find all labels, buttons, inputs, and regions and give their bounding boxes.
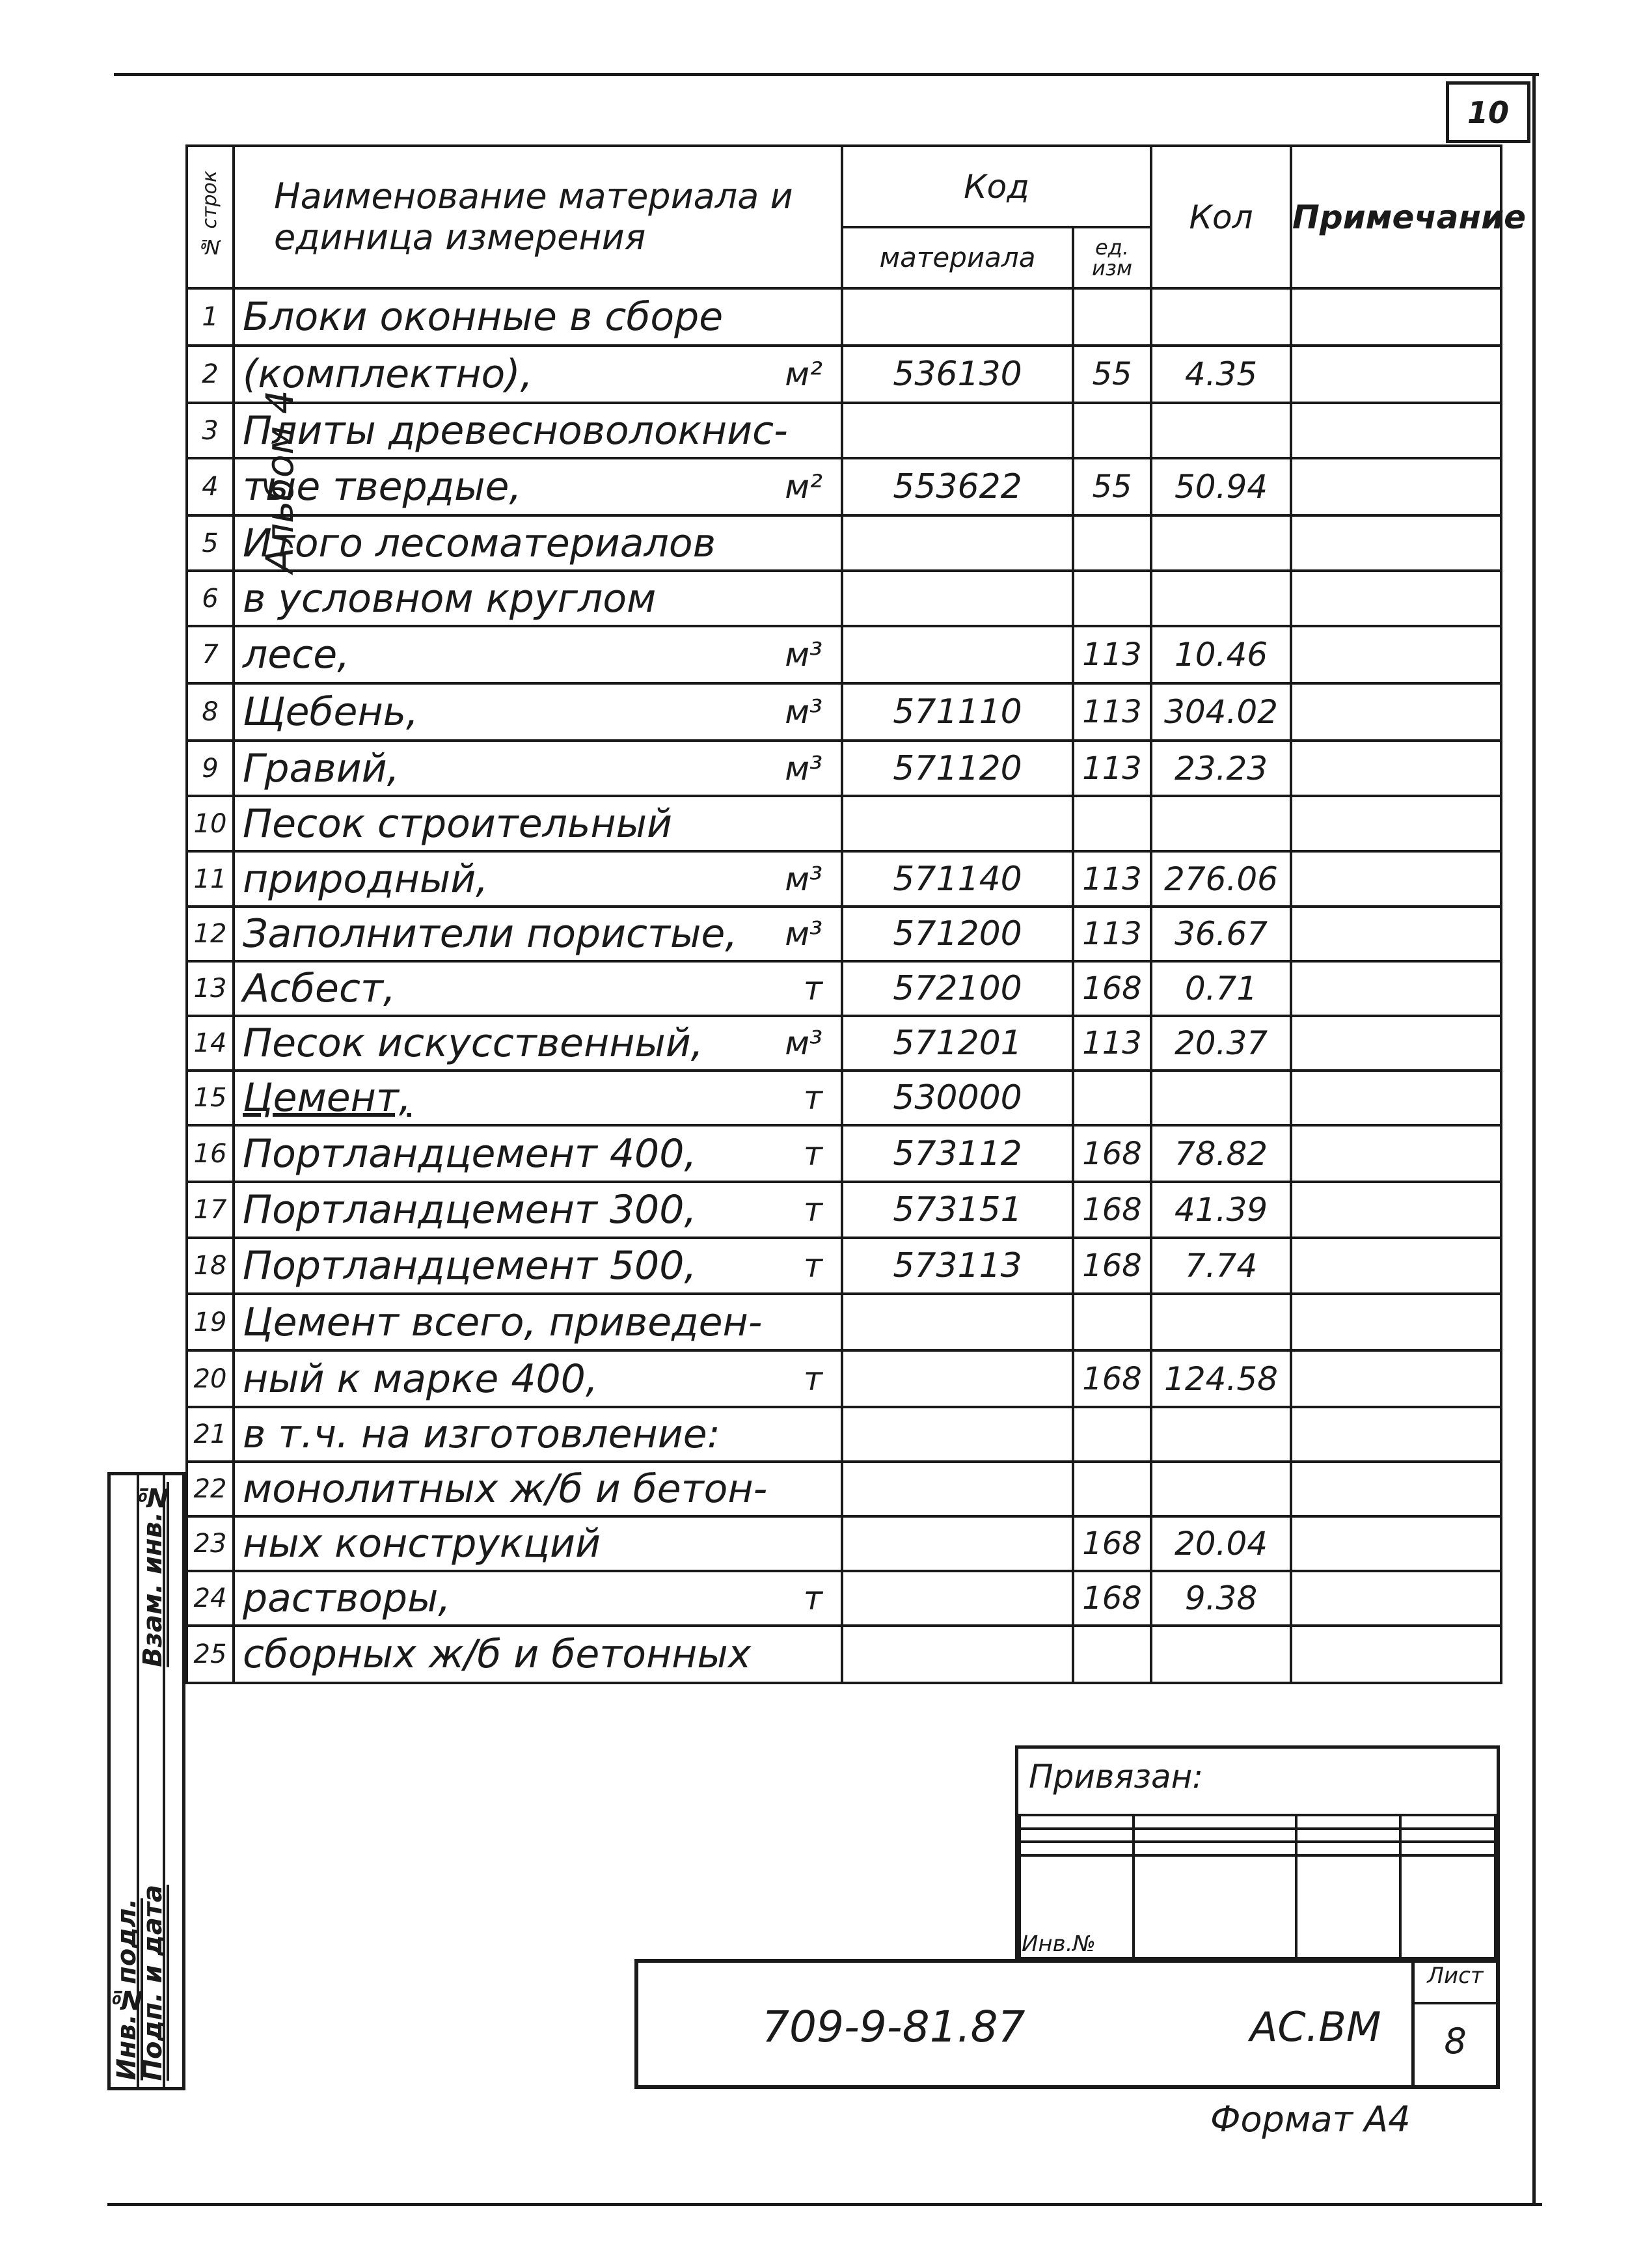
table-row xyxy=(187,851,1501,907)
material-name xyxy=(234,1462,842,1516)
unit-text: т xyxy=(803,1079,822,1117)
side-inv-label: Инв.№подл. xyxy=(112,1898,142,2081)
table-row xyxy=(187,1462,1501,1516)
material-name-text: Щебень, xyxy=(243,689,419,735)
album-label: Альбом 4 xyxy=(258,390,302,573)
table-row xyxy=(187,907,1501,961)
note xyxy=(1291,515,1501,571)
unit-text: т xyxy=(803,1247,822,1285)
material-name xyxy=(234,851,842,907)
quantity xyxy=(1151,1071,1291,1125)
row-number: 12 xyxy=(187,907,234,961)
note xyxy=(1291,907,1501,961)
material-code xyxy=(842,1516,1073,1571)
material-code xyxy=(842,1462,1073,1516)
materials-table xyxy=(185,144,1527,1684)
material-code: 571200 xyxy=(842,907,1073,961)
row-number: 6 xyxy=(187,571,234,626)
material-name xyxy=(234,403,842,458)
table-row xyxy=(187,741,1501,796)
unit-code: 168 xyxy=(1073,1125,1151,1182)
material-name-text: Песок строительный xyxy=(243,800,672,847)
row-number: 19 xyxy=(187,1294,234,1350)
quantity xyxy=(1151,1626,1291,1683)
note xyxy=(1291,1071,1501,1125)
unit-code xyxy=(1073,403,1151,458)
material-code xyxy=(842,403,1073,458)
table-row xyxy=(187,683,1501,741)
table-row xyxy=(187,403,1501,458)
material-name xyxy=(234,571,842,626)
material-name-text: Асбест, xyxy=(243,966,396,1011)
table-row xyxy=(187,1626,1501,1683)
material-code: 573151 xyxy=(842,1182,1073,1238)
material-name xyxy=(234,1626,842,1683)
row-number: 16 xyxy=(187,1125,234,1182)
header-unit-code: ед. изм xyxy=(1073,227,1151,288)
unit-code xyxy=(1073,1071,1151,1125)
row-number: 25 xyxy=(187,1626,234,1683)
unit-text: т xyxy=(803,1359,822,1398)
material-name-text: ный к марке 400, xyxy=(243,1356,598,1402)
material-name xyxy=(234,796,842,851)
unit-text: т xyxy=(803,1191,822,1229)
material-name xyxy=(234,1407,842,1462)
unit-code xyxy=(1073,515,1151,571)
unit-code: 55 xyxy=(1073,346,1151,403)
material-name xyxy=(234,1350,842,1407)
material-code xyxy=(842,796,1073,851)
note xyxy=(1291,403,1501,458)
binding-title: Привязан: xyxy=(1029,1758,1204,1796)
unit-code xyxy=(1073,796,1151,851)
table-row xyxy=(187,288,1501,346)
bottom-rule xyxy=(107,2203,1542,2206)
row-number: 18 xyxy=(187,1238,234,1294)
quantity xyxy=(1151,403,1291,458)
material-name-text: ных конструкций xyxy=(243,1521,601,1566)
note xyxy=(1291,1516,1501,1571)
quantity xyxy=(1151,796,1291,851)
quantity: 124.58 xyxy=(1151,1350,1291,1407)
material-name xyxy=(234,458,842,515)
right-rule xyxy=(1532,73,1536,2204)
row-number: 2 xyxy=(187,346,234,403)
material-name xyxy=(234,1182,842,1238)
material-name-text: Блоки оконные в сборе xyxy=(243,294,724,340)
table-row xyxy=(187,1571,1501,1626)
material-name xyxy=(234,1071,842,1125)
note xyxy=(1291,626,1501,683)
material-code xyxy=(842,1571,1073,1626)
row-number: 24 xyxy=(187,1571,234,1626)
row-number: 7 xyxy=(187,626,234,683)
material-name-text: Песок искусственный, xyxy=(243,1020,703,1066)
material-name xyxy=(234,741,842,796)
material-name-text: (комплектно), xyxy=(243,351,533,397)
material-code: 573112 xyxy=(842,1125,1073,1182)
unit-text: м³ xyxy=(785,915,822,953)
material-name-text: лесе, xyxy=(243,632,350,677)
quantity: 23.23 xyxy=(1151,741,1291,796)
row-number: 17 xyxy=(187,1182,234,1238)
unit-code: 113 xyxy=(1073,851,1151,907)
unit-code: 168 xyxy=(1073,1182,1151,1238)
unit-code xyxy=(1073,1294,1151,1350)
material-name-text: Гравий, xyxy=(243,745,400,791)
quantity: 10.46 xyxy=(1151,626,1291,683)
material-code xyxy=(842,626,1073,683)
table-row xyxy=(187,1407,1501,1462)
material-name-text: Цемент, xyxy=(243,1075,411,1121)
unit-code: 113 xyxy=(1073,1016,1151,1071)
table-row xyxy=(187,961,1501,1016)
note xyxy=(1291,1571,1501,1626)
unit-code xyxy=(1073,1407,1151,1462)
quantity xyxy=(1151,288,1291,346)
table-row xyxy=(187,1016,1501,1071)
table-row xyxy=(187,1182,1501,1238)
material-code: 553622 xyxy=(842,458,1073,515)
unit-text: т xyxy=(803,1134,822,1173)
format-label: Формат А4 xyxy=(1210,2099,1411,2140)
note xyxy=(1291,1626,1501,1683)
note xyxy=(1291,741,1501,796)
header-quantity: Кол xyxy=(1151,146,1291,288)
note xyxy=(1291,1016,1501,1071)
quantity xyxy=(1151,1294,1291,1350)
quantity: 41.39 xyxy=(1151,1182,1291,1238)
unit-code: 168 xyxy=(1073,1350,1151,1407)
material-name xyxy=(234,626,842,683)
material-code: 571120 xyxy=(842,741,1073,796)
header-name: Наименование материала и единица измерения xyxy=(234,146,842,288)
page-number: 10 xyxy=(1446,81,1530,143)
material-name-text: в условном круглом xyxy=(243,575,657,622)
unit-code: 113 xyxy=(1073,683,1151,741)
table-row xyxy=(187,515,1501,571)
material-name-text: в т.ч. на изготовление: xyxy=(243,1412,720,1457)
material-name-text: тые твердые, xyxy=(243,464,522,510)
quantity: 7.74 xyxy=(1151,1238,1291,1294)
unit-text: т xyxy=(803,970,822,1007)
side-stamp xyxy=(107,1472,185,2090)
material-name-text: Итого лесоматериалов xyxy=(243,520,716,566)
side-sign-label: Подп. и дата xyxy=(138,1884,168,2081)
material-code: 573113 xyxy=(842,1238,1073,1294)
quantity: 9.38 xyxy=(1151,1571,1291,1626)
row-number: 5 xyxy=(187,515,234,571)
doc-number: 709-9-81.87 xyxy=(762,2002,1026,2052)
note xyxy=(1291,1238,1501,1294)
material-name xyxy=(234,346,842,403)
sheet-label: Лист xyxy=(1415,1963,1496,2004)
material-name-text: Портландцемент 400, xyxy=(243,1130,697,1177)
note xyxy=(1291,851,1501,907)
note xyxy=(1291,458,1501,515)
unit-text: м² xyxy=(785,468,822,506)
row-number: 1 xyxy=(187,288,234,346)
row-number: 8 xyxy=(187,683,234,741)
header-code: Код xyxy=(842,146,1151,227)
quantity: 20.04 xyxy=(1151,1516,1291,1571)
unit-code: 113 xyxy=(1073,741,1151,796)
material-name xyxy=(234,1238,842,1294)
table-row xyxy=(187,346,1501,403)
material-name xyxy=(234,1571,842,1626)
material-name xyxy=(234,1294,842,1350)
row-number: 9 xyxy=(187,741,234,796)
unit-code: 168 xyxy=(1073,961,1151,1016)
unit-code: 168 xyxy=(1073,1238,1151,1294)
material-name xyxy=(234,683,842,741)
row-number: 14 xyxy=(187,1016,234,1071)
binding-inv-label: Инв.№ xyxy=(1020,1855,1134,1959)
unit-code: 55 xyxy=(1073,458,1151,515)
quantity: 276.06 xyxy=(1151,851,1291,907)
table-row xyxy=(187,1350,1501,1407)
unit-code xyxy=(1073,571,1151,626)
table-row xyxy=(187,1071,1501,1125)
row-number: 11 xyxy=(187,851,234,907)
binding-block xyxy=(1015,1745,1500,1960)
table-row xyxy=(187,1294,1501,1350)
material-name xyxy=(234,907,842,961)
doc-mark: АС.ВМ xyxy=(1250,2003,1381,2051)
material-name-text: Цемент всего, приведен- xyxy=(243,1299,763,1345)
note xyxy=(1291,571,1501,626)
material-name-text: монолитных ж/б и бетон- xyxy=(243,1466,768,1512)
unit-text: м² xyxy=(785,355,822,393)
material-code: 571201 xyxy=(842,1016,1073,1071)
quantity: 50.94 xyxy=(1151,458,1291,515)
note xyxy=(1291,1294,1501,1350)
table-row xyxy=(187,1125,1501,1182)
note xyxy=(1291,1350,1501,1407)
note xyxy=(1291,1125,1501,1182)
material-name-text: Плиты древесноволокнис- xyxy=(243,407,788,454)
material-name xyxy=(234,1516,842,1571)
table-row xyxy=(187,796,1501,851)
quantity: 0.71 xyxy=(1151,961,1291,1016)
row-number: 22 xyxy=(187,1462,234,1516)
row-number: 21 xyxy=(187,1407,234,1462)
table-row xyxy=(187,458,1501,515)
material-code: 530000 xyxy=(842,1071,1073,1125)
material-code xyxy=(842,288,1073,346)
material-name xyxy=(234,515,842,571)
unit-code: 113 xyxy=(1073,626,1151,683)
note xyxy=(1291,346,1501,403)
material-code xyxy=(842,1626,1073,1683)
row-number: 15 xyxy=(187,1071,234,1125)
unit-text: м³ xyxy=(785,693,822,731)
material-name xyxy=(234,288,842,346)
note xyxy=(1291,683,1501,741)
quantity: 20.37 xyxy=(1151,1016,1291,1071)
quantity xyxy=(1151,1407,1291,1462)
material-code xyxy=(842,571,1073,626)
material-name-text: Заполнители пористые, xyxy=(243,911,738,957)
unit-text: м³ xyxy=(785,636,822,674)
table-row xyxy=(187,1238,1501,1294)
sheet-number: 8 xyxy=(1444,2021,1467,2062)
unit-text: м³ xyxy=(785,1024,822,1062)
note xyxy=(1291,1182,1501,1238)
table-row xyxy=(187,571,1501,626)
material-name-text: сборных ж/б и бетонных xyxy=(243,1632,752,1677)
material-name xyxy=(234,1016,842,1071)
unit-code xyxy=(1073,1626,1151,1683)
unit-text: м³ xyxy=(785,749,822,787)
note xyxy=(1291,288,1501,346)
unit-text: т xyxy=(803,1579,822,1617)
material-name xyxy=(234,961,842,1016)
row-number: 10 xyxy=(187,796,234,851)
quantity: 4.35 xyxy=(1151,346,1291,403)
table-row xyxy=(187,626,1501,683)
unit-code: 168 xyxy=(1073,1516,1151,1571)
top-rule xyxy=(114,73,1539,76)
note xyxy=(1291,961,1501,1016)
material-code xyxy=(842,515,1073,571)
row-number: 23 xyxy=(187,1516,234,1571)
unit-code xyxy=(1073,1462,1151,1516)
header-material-code: материала xyxy=(842,227,1073,288)
header-row-number: № строк xyxy=(187,146,234,288)
unit-text: м³ xyxy=(785,860,822,898)
quantity: 304.02 xyxy=(1151,683,1291,741)
row-number: 4 xyxy=(187,458,234,515)
material-code: 571110 xyxy=(842,683,1073,741)
quantity: 36.67 xyxy=(1151,907,1291,961)
material-code xyxy=(842,1294,1073,1350)
note xyxy=(1291,1462,1501,1516)
material-code: 571140 xyxy=(842,851,1073,907)
material-name-text: Портландцемент 300, xyxy=(243,1187,697,1233)
unit-code xyxy=(1073,288,1151,346)
side-replace-label: Взам. инв.№ xyxy=(138,1482,168,1667)
material-code xyxy=(842,1407,1073,1462)
unit-code: 168 xyxy=(1073,1571,1151,1626)
material-name-text: Портландцемент 500, xyxy=(243,1243,697,1289)
row-number: 13 xyxy=(187,961,234,1016)
material-name-text: природный, xyxy=(243,856,489,902)
row-number: 20 xyxy=(187,1350,234,1407)
title-block xyxy=(634,1959,1500,2089)
header-note: Примечание xyxy=(1291,146,1501,288)
row-number: 3 xyxy=(187,403,234,458)
material-code: 572100 xyxy=(842,961,1073,1016)
note xyxy=(1291,796,1501,851)
material-code xyxy=(842,1350,1073,1407)
note xyxy=(1291,1407,1501,1462)
unit-code: 113 xyxy=(1073,907,1151,961)
material-code: 536130 xyxy=(842,346,1073,403)
quantity: 78.82 xyxy=(1151,1125,1291,1182)
table-row xyxy=(187,1516,1501,1571)
material-name-text: растворы, xyxy=(243,1576,451,1621)
quantity xyxy=(1151,515,1291,571)
quantity xyxy=(1151,1462,1291,1516)
material-name xyxy=(234,1125,842,1182)
quantity xyxy=(1151,571,1291,626)
